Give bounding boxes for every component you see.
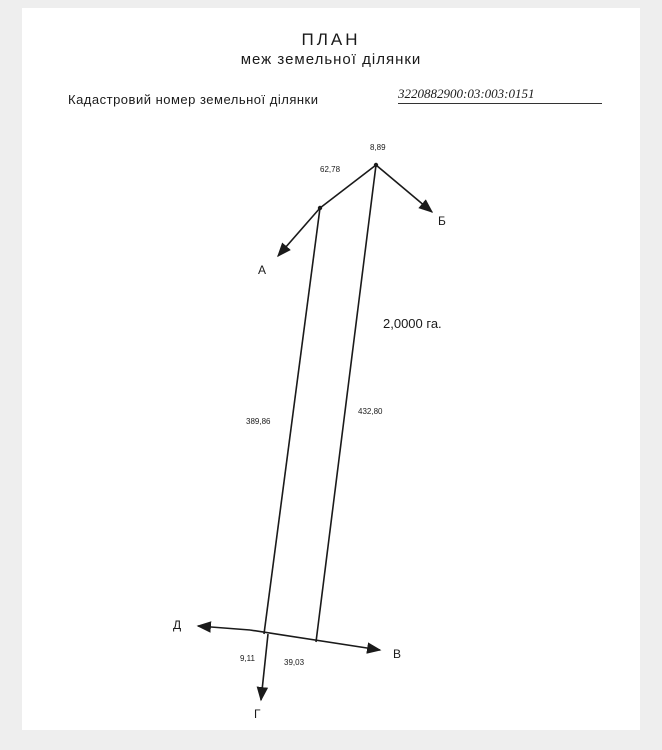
- arrow-v: [250, 630, 380, 650]
- cadastral-number-value: 3220882900:03:003:0151: [398, 86, 602, 104]
- direction-label-g: Г: [254, 707, 261, 721]
- arrow-g: [261, 634, 268, 700]
- direction-label-a: А: [258, 263, 267, 277]
- measurement-top-right: 8,89: [370, 143, 386, 152]
- direction-label-v: В: [393, 647, 402, 661]
- measurement-left-side: 389,86: [246, 417, 271, 426]
- parcel-right-boundary: [316, 165, 376, 642]
- cadastral-number-label: Кадастровий номер земельної ділянки: [68, 92, 319, 107]
- arrow-a: [278, 208, 320, 256]
- vertex-left-top: [318, 206, 322, 210]
- arrow-b: [376, 165, 432, 212]
- arrow-d: [198, 626, 250, 630]
- plan-subtitle: меж земельної ділянки: [240, 51, 422, 68]
- plan-title: ПЛАН: [301, 30, 361, 49]
- measurement-top-left: 62,78: [320, 165, 341, 174]
- measurement-right-side: 432,80: [358, 407, 383, 416]
- direction-label-d: Д: [173, 618, 182, 632]
- parcel-left-boundary: [264, 208, 320, 634]
- direction-label-b: Б: [438, 214, 446, 228]
- vertex-top: [374, 163, 378, 167]
- measurement-bottom-left: 9,11: [240, 654, 255, 663]
- measurement-bottom-right: 39,03: [284, 658, 305, 667]
- parcel-area: 2,0000 га.: [383, 316, 442, 331]
